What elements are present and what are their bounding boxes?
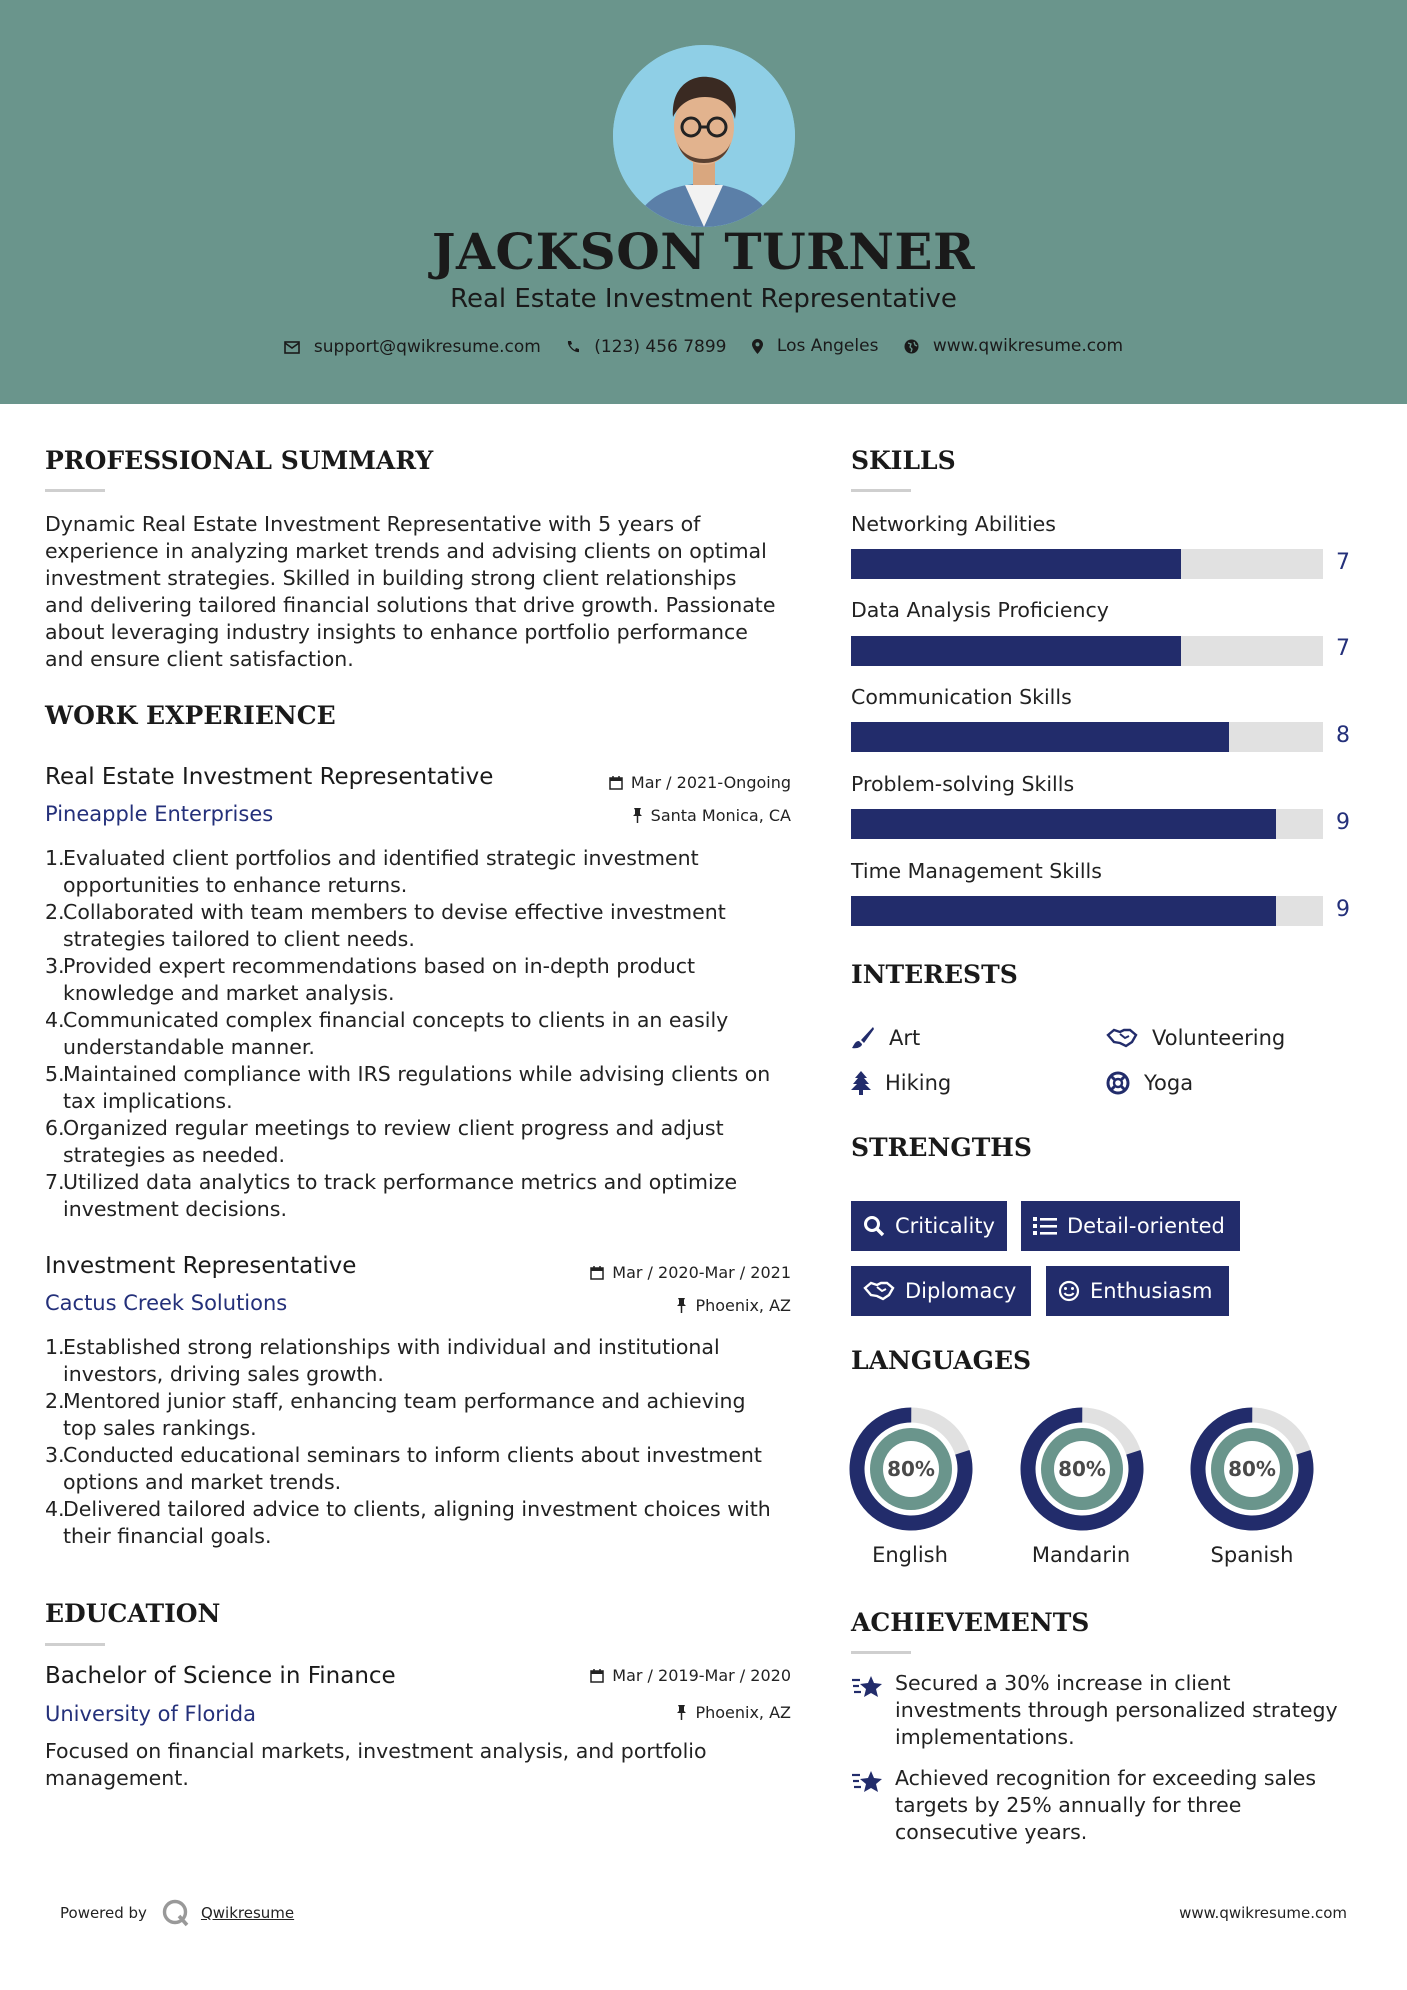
job-bullets <box>45 1334 771 1550</box>
job-location <box>500 1296 791 1315</box>
skill-bar-fill <box>851 549 1181 579</box>
strength-tag <box>1021 1201 1240 1251</box>
interest-label: Hiking <box>885 1071 952 1095</box>
education-heading: EDUCATION <box>45 1599 221 1628</box>
summary-line: and ensure client satisfaction. <box>45 647 354 671</box>
pushpin-icon <box>676 1298 687 1313</box>
strengths-heading: STRENGTHS <box>851 1133 1032 1162</box>
achievement-line: implementations. <box>895 1725 1075 1749</box>
job-location-text: Santa Monica, CA <box>650 806 791 825</box>
contact-location-text: Los Angeles <box>776 336 879 356</box>
achievement-line: investments through personalized strategy <box>895 1698 1338 1722</box>
contact-website[interactable] <box>904 336 1123 356</box>
summary-line: about leveraging industry insights to enhance portfolio performance <box>45 620 748 644</box>
contact-phone-text: (123) 456 7899 <box>594 336 727 357</box>
language-donut <box>1190 1407 1314 1535</box>
handshake-icon <box>863 1280 895 1302</box>
skills-heading: SKILLS <box>851 446 956 475</box>
skill-value: 7 <box>1336 550 1350 575</box>
language-percent: 80% <box>1058 1457 1106 1481</box>
powered-by-label: Powered by <box>60 1904 147 1922</box>
achievement-line: Achieved recognition for exceeding sales <box>895 1766 1317 1790</box>
list-item: 4. Communicated complex financial concepts to clients in an easily understandable manner. <box>45 1008 729 1059</box>
education-location <box>500 1703 791 1722</box>
qwikresume-logo-icon <box>161 1898 191 1928</box>
experience-heading: WORK EXPERIENCE <box>45 701 336 730</box>
languages-heading: LANGUAGES <box>851 1346 1032 1375</box>
smile-icon <box>1058 1280 1080 1302</box>
contact-location <box>752 336 879 356</box>
strength-label: Diplomacy <box>905 1279 1017 1303</box>
education-date-text: Mar / 2019-Mar / 2020 <box>612 1666 791 1685</box>
list-item: 6. Organized regular meetings to review client progress and adjust strategies as needed. <box>45 1116 724 1167</box>
envelope-icon <box>284 341 300 354</box>
tree-icon <box>851 1071 871 1095</box>
contact-bar <box>0 336 1407 359</box>
summary-heading: PROFESSIONAL SUMMARY <box>45 446 434 475</box>
skill-value: 7 <box>1336 636 1350 661</box>
language-percent: 80% <box>887 1457 935 1481</box>
globe-icon <box>904 339 919 354</box>
skill-bar-fill <box>851 636 1181 666</box>
list-item: 7. Utilized data analytics to track performance metrics and optimize investment decisions. <box>45 1170 738 1221</box>
summary-line: and delivering tailored financial solutions that drive growth. Passionate <box>45 593 776 617</box>
contact-email-text: support@qwikresume.com <box>313 337 541 357</box>
education-line: Focused on financial markets, investment analysis, and portfolio <box>45 1739 707 1763</box>
list-item: 5. Maintained compliance with IRS regulations while advising clients on tax implications. <box>45 1062 771 1113</box>
skill-label: Problem-solving Skills <box>851 772 1075 796</box>
job-company: Pineapple Enterprises <box>45 802 274 826</box>
job-title: Real Estate Investment Representative <box>45 764 494 790</box>
skill-bar <box>851 636 1323 666</box>
search-icon <box>863 1215 885 1237</box>
resume-header <box>0 0 1407 404</box>
pushpin-icon <box>632 808 643 823</box>
achievements-divider <box>851 1651 911 1654</box>
interest-label: Volunteering <box>1152 1026 1286 1050</box>
education-line: management. <box>45 1766 189 1790</box>
list-item: 3. Conducted educational seminars to inform clients about investment options and market trends. <box>45 1443 762 1494</box>
strength-tag <box>851 1201 1007 1251</box>
contact-website-text: www.qwikresume.com <box>932 336 1124 356</box>
skill-value: 9 <box>1336 810 1350 835</box>
language-donut <box>1020 1407 1144 1535</box>
strength-label: Enthusiasm <box>1090 1279 1213 1303</box>
skills-divider <box>851 489 911 492</box>
interest-item <box>851 1026 920 1050</box>
list-item: 4. Delivered tailored advice to clients, aligning investment choices with their financial goals. <box>45 1497 771 1548</box>
job-bullets <box>45 845 770 1223</box>
footer-website[interactable]: www.qwikresume.com <box>1179 1904 1347 1922</box>
list-item: 2. Collaborated with team members to devise effective investment strategies tailored to client needs. <box>45 900 726 951</box>
list-item: 3. Provided expert recommendations based on in-depth product knowledge and market analysis. <box>45 954 696 1005</box>
strength-tag <box>851 1266 1031 1316</box>
pushpin-icon <box>676 1705 687 1720</box>
achievements-heading: ACHIEVEMENTS <box>851 1608 1090 1637</box>
summary-divider <box>45 489 105 492</box>
map-pin-icon <box>752 339 763 354</box>
education-location-text: Phoenix, AZ <box>695 1703 791 1722</box>
interest-item <box>1106 1071 1193 1095</box>
achievement-line: Secured a 30% increase in client <box>895 1671 1231 1695</box>
interests-heading: INTERESTS <box>851 960 1018 989</box>
skill-label: Data Analysis Proficiency <box>851 598 1109 622</box>
language-percent: 80% <box>1228 1457 1276 1481</box>
job-date-text: Mar / 2021-Ongoing <box>630 773 791 792</box>
language-donut <box>849 1407 973 1535</box>
interest-label: Art <box>889 1026 921 1050</box>
strength-label: Criticality <box>895 1214 995 1238</box>
job-location <box>500 806 791 825</box>
skill-label: Time Management Skills <box>851 859 1102 883</box>
achievement-line: consecutive years. <box>895 1820 1088 1844</box>
interest-item <box>851 1071 951 1095</box>
contact-phone[interactable] <box>566 337 726 357</box>
interest-label: Yoga <box>1144 1071 1194 1095</box>
achievement-line: targets by 25% annually for three <box>895 1793 1242 1817</box>
calendar-icon <box>609 776 623 790</box>
calendar-icon <box>590 1266 604 1280</box>
phone-icon <box>566 340 580 354</box>
profile-photo <box>613 45 795 227</box>
footer-powered-by <box>60 1898 294 1928</box>
contact-email[interactable] <box>284 337 541 357</box>
calendar-icon <box>590 1669 604 1683</box>
candidate-name: JACKSON TURNER <box>431 222 976 281</box>
job-company: Cactus Creek Solutions <box>45 1291 288 1315</box>
skill-bar-fill <box>851 896 1276 926</box>
language-name: English <box>872 1543 948 1567</box>
skill-label: Communication Skills <box>851 685 1072 709</box>
skill-bar-fill <box>851 722 1229 752</box>
degree-title: Bachelor of Science in Finance <box>45 1663 396 1689</box>
job-title: Investment Representative <box>45 1253 357 1279</box>
language-name: Mandarin <box>1031 1543 1131 1567</box>
strength-label: Detail-oriented <box>1067 1214 1225 1238</box>
lifebuoy-icon <box>1106 1071 1130 1095</box>
paintbrush-icon <box>851 1026 875 1050</box>
skill-value: 9 <box>1336 897 1350 922</box>
shooting-star-icon <box>851 1672 883 1700</box>
job-date <box>500 1263 791 1282</box>
summary-text <box>45 511 775 673</box>
skill-bar <box>851 549 1323 579</box>
job-location-text: Phoenix, AZ <box>695 1296 791 1315</box>
interest-item <box>1106 1026 1285 1050</box>
job-date <box>500 773 791 792</box>
language-name: Spanish <box>1210 1543 1294 1567</box>
achievement-item <box>851 1670 1338 1751</box>
list-icon <box>1033 1216 1057 1236</box>
achievement-item <box>851 1765 1316 1846</box>
job-date-text: Mar / 2020-Mar / 2021 <box>612 1263 791 1282</box>
list-item: 1. Established strong relationships with individual and institutional investors, driving sales growth. <box>45 1335 720 1386</box>
education-description <box>45 1738 707 1792</box>
skill-value: 8 <box>1336 723 1350 748</box>
skill-bar <box>851 722 1323 752</box>
skill-bar-fill <box>851 809 1276 839</box>
summary-line: Dynamic Real Estate Investment Representative with 5 years of <box>45 512 701 536</box>
strength-tag <box>1046 1266 1229 1316</box>
list-item: 2. Mentored junior staff, enhancing team performance and achieving top sales rankings. <box>45 1389 746 1440</box>
summary-line: experience in analyzing market trends and advising clients on optimal <box>45 539 767 563</box>
candidate-title: Real Estate Investment Representative <box>450 284 957 314</box>
education-date <box>500 1666 791 1685</box>
shooting-star-icon <box>851 1767 883 1795</box>
list-item: 1. Evaluated client portfolios and identified strategic investment opportunities to enhance returns. <box>45 846 699 897</box>
summary-line: investment strategies. Skilled in building strong client relationships <box>45 566 737 590</box>
handshake-icon <box>1106 1027 1138 1049</box>
qwikresume-link[interactable]: Qwikresume <box>200 1904 295 1922</box>
skill-label: Networking Abilities <box>851 512 1056 536</box>
education-divider <box>45 1643 105 1646</box>
skill-bar <box>851 809 1323 839</box>
skill-bar <box>851 896 1323 926</box>
school-name: University of Florida <box>45 1702 256 1726</box>
